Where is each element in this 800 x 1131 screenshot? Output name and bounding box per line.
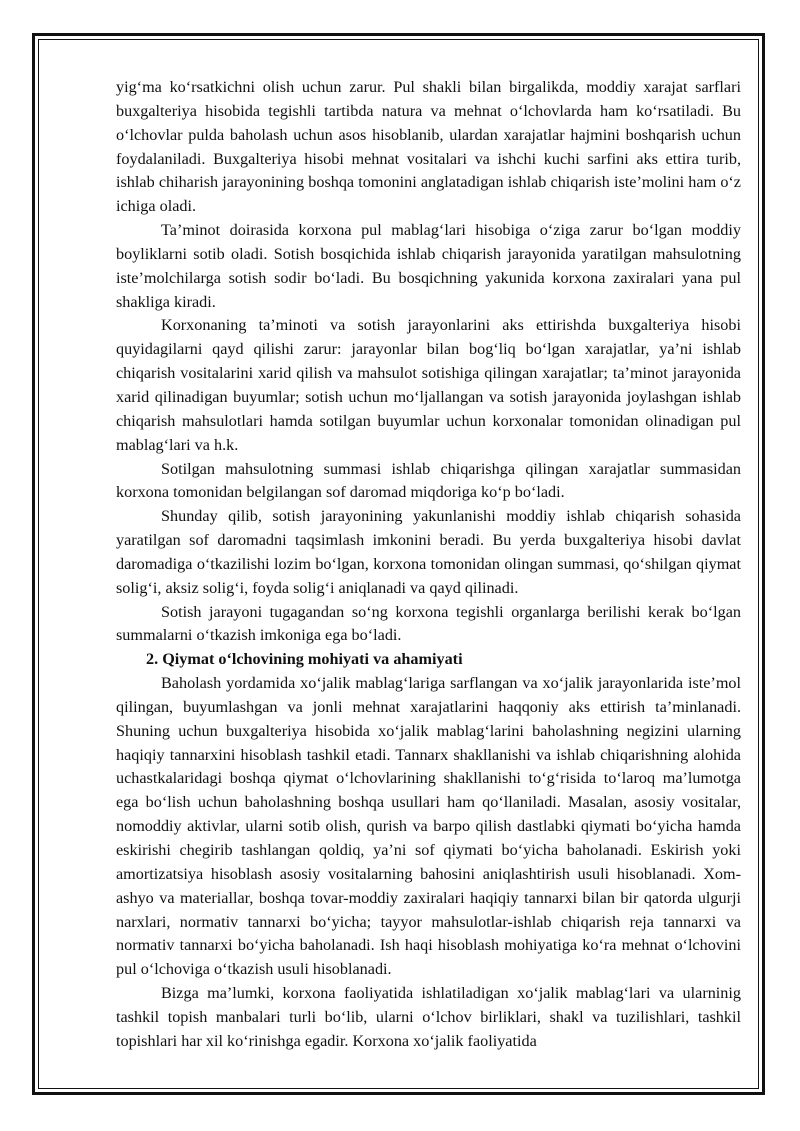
paragraph: Korxonaning ta’minoti va sotish jarayonlarini aks ettirishda buxgalteriya hisobi quyidagilarni qayd qilishi zarur: jarayonlar bilan bog‘liq bo‘lgan xarajatlar, ya’ni ishlab chiqarish vositalarini xarid qilish va mahsulot sotishiga qilingan xarajatlar; ta’minot jarayonida xarid qilinadigan buyumlar; sotish uchun mo‘ljallangan va sotish jarayonida joylashgan ishlab chiqarish mahsulotlari hamda sotilgan buyumlar uchun korxonalar tomonidan olinadigan pul mablag‘lari va h.k.: [116, 316, 741, 454]
paragraph: Sotish jarayoni tugagandan so‘ng korxona tegishli organlarga berilishi kerak bo‘lgan summalarni o‘tkazish imkoniga ega bo‘ladi.: [116, 602, 741, 645]
document-body: [116, 76, 741, 1054]
paragraph: Shunday qilib, sotish jarayonining yakunlanishi moddiy ishlab chiqarish sohasida yaratilgan sof daromadni taqsimlash imkonini beradi. Bu yerda buxgalteriya hisobi davlat daromadiga o‘tkazilishi lozim bo‘lgan, korxona tomonidan olingan summasi, qo‘shilgan qiymat solig‘i, aksiz solig‘i, foyda solig‘i aniqlanadi va qayd qilinadi.: [116, 507, 741, 597]
paragraph: yig‘ma ko‘rsatkichni olish uchun zarur. Pul shakli bilan birgalikda, moddiy xarajat sarflari buxgalteriya hisobida tegishli tartibda natura va mehnat o‘lchovlarda ham ko‘rsatiladi. Bu o‘lchovlar pulda baholash uchun asos hisoblanib, ulardan xarajatlar hajmini boshqarish uchun foydalaniladi. Buxgalteriya hisobi mehnat vositalari va ishchi kuchi sarfini aks ettira turib, ishlab chiharish jarayonining boshqa tomonini anglatadigan ishlab chiqarish iste’molini ham o‘z ichiga oladi.: [116, 78, 741, 216]
section-heading: 2. Qiymat o‘lchovining mohiyati va ahamiyati: [146, 650, 463, 669]
paragraph: Baholash yordamida xo‘jalik mablag‘lariga sarflangan va xo‘jalik jarayonlarida iste’mol qilingan, buyumlashgan va jonli mehnat xarajatlarini haqqoniy aks ettirish ta’minlanadi. Shuning uchun buxgalteriya hisobida xo‘jalik mablag‘larini baholashning negizini ularning haqiqiy tannarxini hisoblash tashkil etadi. Tannarx shakllanishi va ishlab chiqarishning alohida uchastkalaridagi boshqa qiymat o‘lchovlarining shakllanishi to‘g‘risida to‘laroq ma’lumotga ega bo‘lish uchun baholashning boshqa usullari ham qo‘llaniladi. Masalan, asosiy vositalar, nomoddiy aktivlar, ularni sotib olish, qurish va barpo qilish dastlabki qiymati bo‘yicha hamda eskirishi chegirib tashlangan qoldiq, ya’ni sof qiymati bo‘yicha baholanadi. Eskirish yoki amortizatsiya hisoblash asosiy vositalarning bahosini aniqlashtirish usuli hisoblanadi. Xom-ashyo va materiallar, boshqa tovar-moddiy zaxiralari haqiqiy tannarxi bilan bir qatorda ulgurji narxlari, normativ tannarxi bo‘yicha; tayyor mahsulotlar-ishlab chiqarish reja tannarxi va normativ tannarxi bo‘yicha baholanadi. Ish haqi hisoblash mohiyatiga ko‘ra mehnat o‘lchovini pul o‘lchoviga o‘tkazish usuli hisoblanadi.: [116, 674, 741, 979]
paragraph: Ta’minot doirasida korxona pul mablag‘lari hisobiga o‘ziga zarur bo‘lgan moddiy boyliklarni sotib oladi. Sotish bosqichida ishlab chiqarish jarayonida yaratilgan mahsulotning iste’molchilarga sotish sodir bo‘ladi. Bu bosqichning yakunida korxona zaxiralari yana pul shakliga kiradi.: [116, 221, 741, 311]
paragraph: Sotilgan mahsulotning summasi ishlab chiqarishga qilingan xarajatlar summasidan korxona tomonidan belgilangan sof daromad miqdoriga ko‘p bo‘ladi.: [116, 459, 741, 502]
paragraph: Bizga ma’lumki, korxona faoliyatida ishlatiladigan xo‘jalik mablag‘lari va ularninig tashkil topish manbalari turli bo‘lib, ularni o‘lchov birliklari, shakl va tuzilishlari, tashkil topishlari har xil ko‘rinishga egadir. Korxona xo‘jalik faoliyatida: [116, 984, 741, 1050]
